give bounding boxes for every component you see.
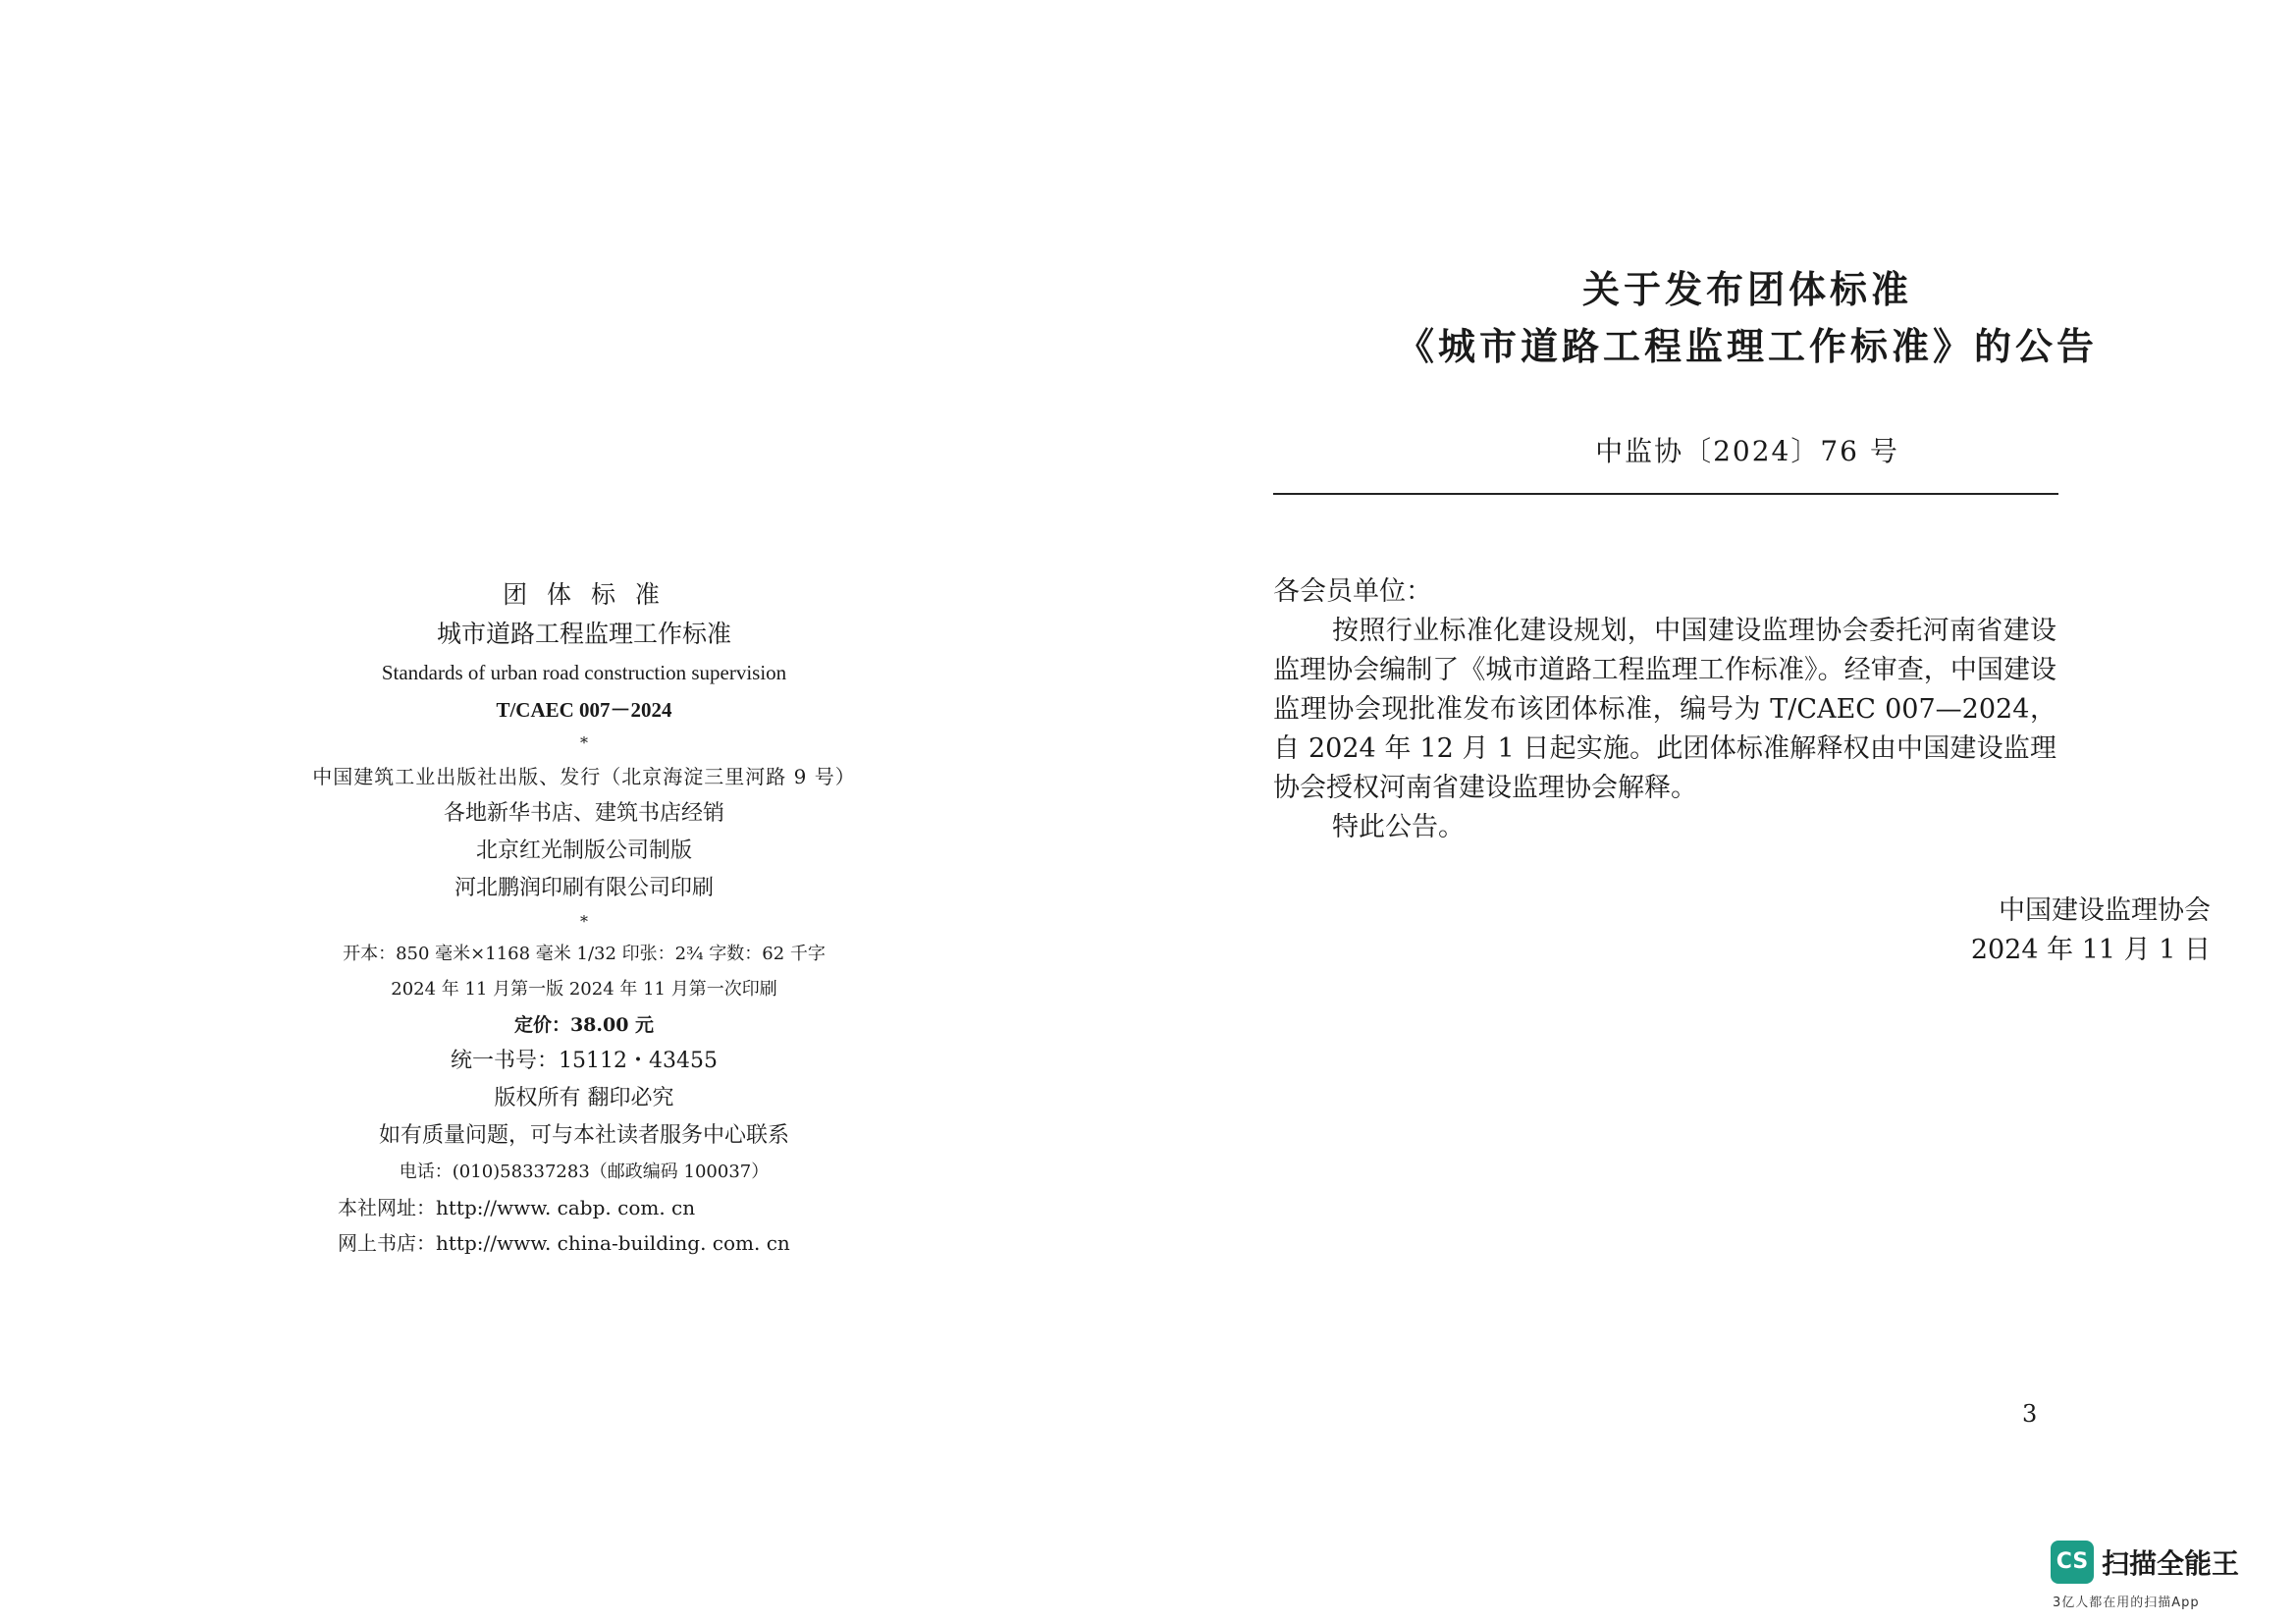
scanner-tagline: 3亿人都在用的扫描App bbox=[2053, 1596, 2200, 1610]
online-store-line: 网上书店：http://www. china-building. com. cn bbox=[338, 1231, 790, 1255]
issuer-name: 中国建设监理协会 bbox=[1999, 895, 2211, 926]
quality-notice: 如有质量问题，可与本社读者服务中心联系 bbox=[378, 1123, 789, 1148]
document-number: 中监协〔2024〕76 号 bbox=[1595, 435, 1899, 467]
announcement-title bbox=[1242, 261, 2253, 375]
camscanner-logo-icon: CS bbox=[2051, 1541, 2094, 1584]
plate-maker-line: 北京红光制版公司制版 bbox=[475, 839, 692, 863]
standard-title-cn: 城市道路工程监理工作标准 bbox=[436, 620, 731, 648]
page-number: 3 bbox=[2022, 1400, 2038, 1428]
right-page bbox=[1148, 0, 2296, 1623]
body-paragraph: 按照行业标准化建设规划，中国建设监理协会委托河南省建设监理协会编制了《城市道路工程监理工作标准》。经审查，中国建设监理协会现批准发布该团体标准，编号为 T/CAEC 007—2024，自 2024 年 12 月 1 日起实施。此团体标准解释权由中国建设监理协会授权河南省建设监理协会解释。 bbox=[1273, 616, 2056, 803]
publisher-line: 中国建筑工业出版社出版、发行（北京海淀三里河路 9 号） bbox=[312, 765, 856, 788]
issue-date: 2024 年 11 月 1 日 bbox=[1970, 935, 2211, 965]
separator-star: * bbox=[580, 733, 588, 752]
separator-star: * bbox=[580, 912, 588, 931]
printer-line: 河北鹏润印刷有限公司印刷 bbox=[454, 876, 714, 900]
title-line-2: 《城市道路工程监理工作标准》的公告 bbox=[1396, 324, 2098, 368]
website-line: 本社网址：http://www. cabp. com. cn bbox=[338, 1196, 696, 1219]
copyright-line: 版权所有 翻印必究 bbox=[494, 1086, 674, 1110]
title-line-1: 关于发布团体标准 bbox=[1581, 267, 1912, 311]
price-line: 定价：38.00 元 bbox=[513, 1014, 655, 1036]
copyright-imprint bbox=[265, 575, 903, 1261]
book-number: 统一书号：15112・43455 bbox=[451, 1049, 718, 1073]
closing-line: 特此公告。 bbox=[1332, 812, 1465, 842]
standard-code: T/CAEC 007－2024 bbox=[496, 698, 672, 722]
signoff bbox=[1148, 892, 2211, 970]
distributor-line: 各地新华书店、建筑书店经销 bbox=[443, 801, 724, 826]
header-rule bbox=[1273, 493, 2058, 495]
phone-line: 电话：(010)58337283（邮政编码 100037） bbox=[399, 1162, 770, 1182]
standard-category: 团 体 标 准 bbox=[503, 580, 666, 609]
salutation: 各会员单位： bbox=[1273, 576, 1432, 607]
scanner-app-name: 扫描全能王 bbox=[2102, 1547, 2240, 1580]
book-specs: 开本：850 毫米×1168 毫米 1/32 印张：2¾ 字数：62 千字 bbox=[343, 944, 826, 964]
announcement-body bbox=[1273, 572, 2056, 847]
edition-line: 2024 年 11 月第一版 2024 年 11 月第一次印刷 bbox=[391, 979, 777, 1000]
scanner-watermark bbox=[2051, 1533, 2276, 1611]
standard-title-en: Standards of urban road construction supervision bbox=[381, 661, 787, 684]
